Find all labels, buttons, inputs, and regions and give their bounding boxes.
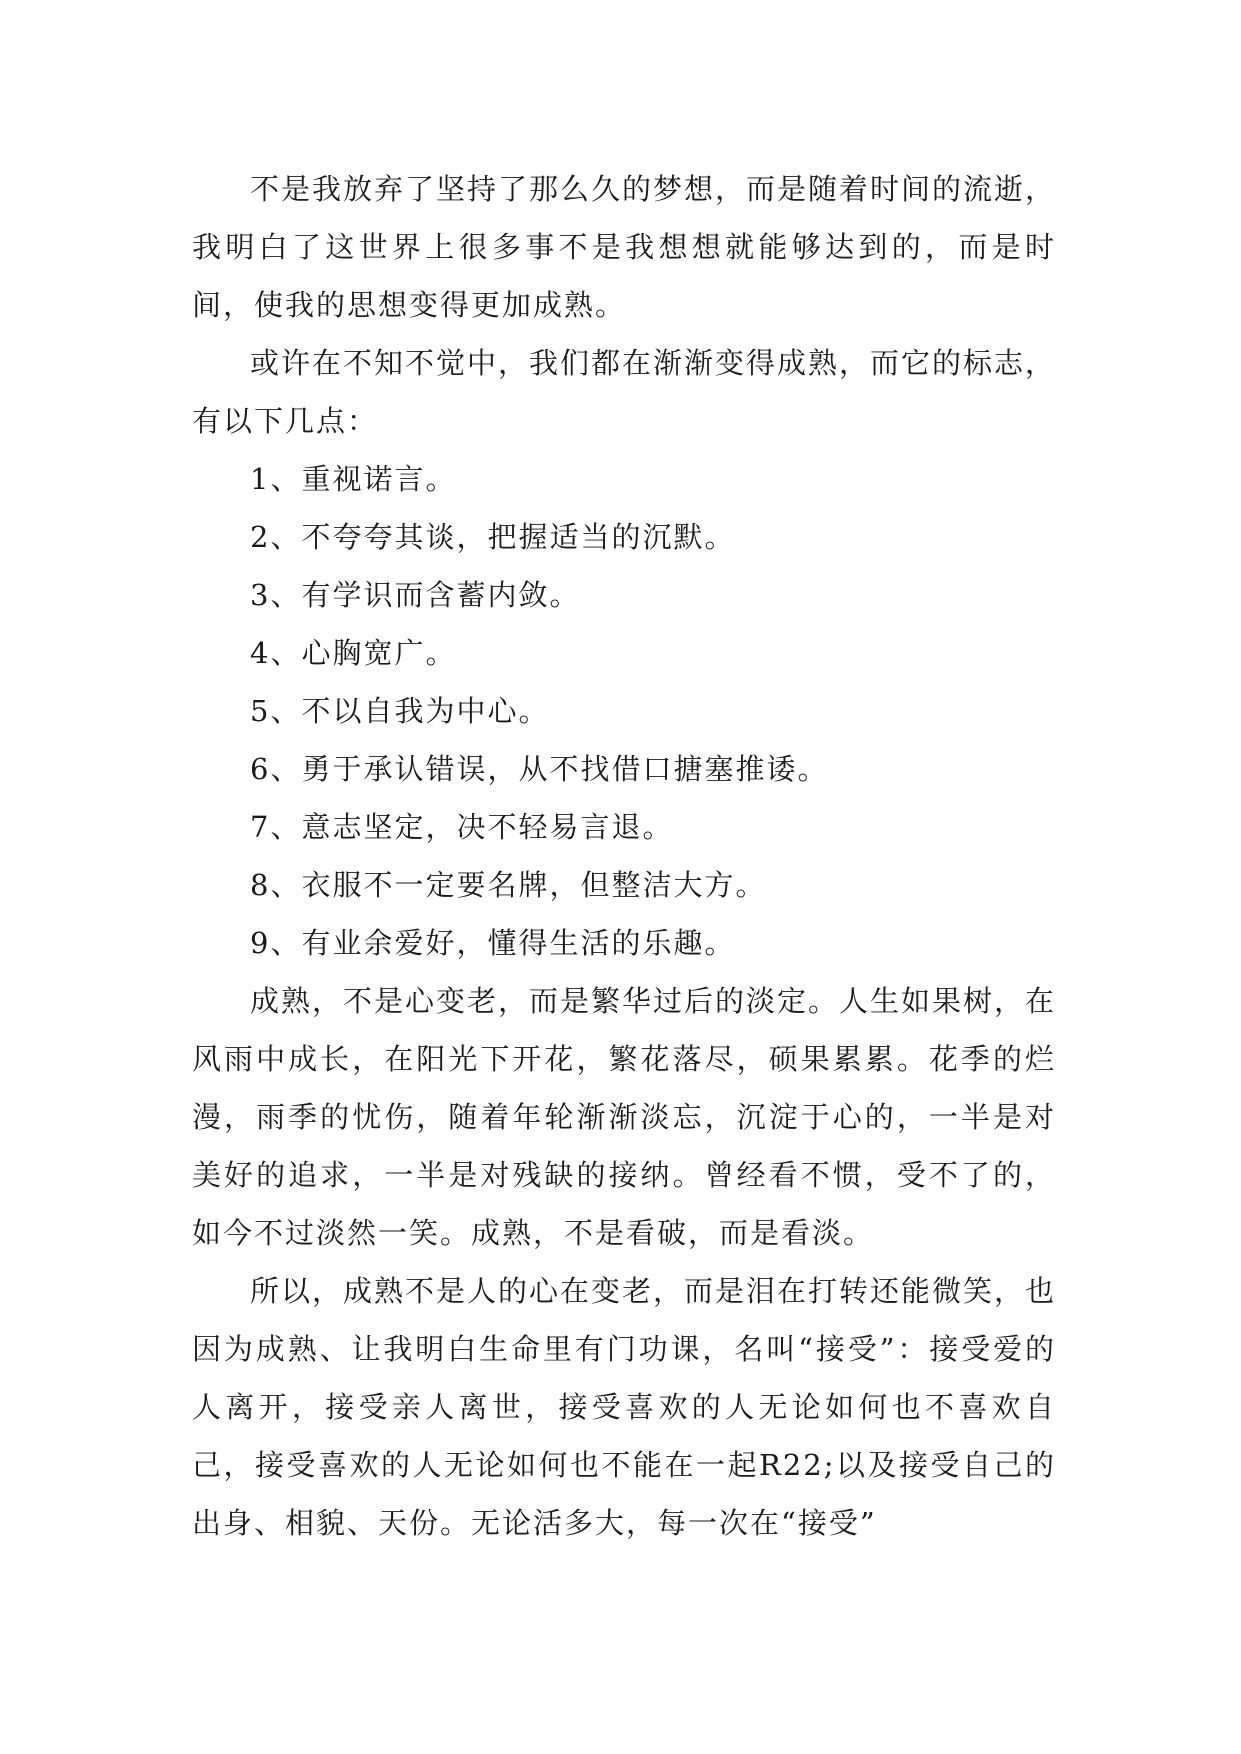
list-item: 4、心胸宽广。 xyxy=(250,636,457,670)
list-item: 5、不以自我为中心。 xyxy=(250,694,550,728)
list-item: 1、重视诺言。 xyxy=(250,462,457,496)
list-item: 9、有业余爱好，懂得生活的乐趣。 xyxy=(250,926,736,960)
list-item: 6、勇于承认错误，从不找借口搪塞推诿。 xyxy=(250,752,829,786)
paragraph-signs-lead: 或许在不知不觉中，我们都在渐渐变得成熟，而它的标志，有以下几点： xyxy=(192,346,1057,438)
paragraph-intro: 不是我放弃了坚持了那么久的梦想，而是随着时间的流逝，我明白了这世界上很多事不是我想想就能够达到的，而是时间，使我的思想变得更加成熟。 xyxy=(192,172,1057,322)
document-body xyxy=(192,160,1056,1552)
list-item: 7、意志坚定，决不轻易言退。 xyxy=(250,810,674,844)
paragraph-acceptance: 所以，成熟不是人的心在变老，而是泪在打转还能微笑，也因为成熟、让我明白生命里有门功课，名叫“接受”：接受爱的人离开，接受亲人离世，接受喜欢的人无论如何也不喜欢自己，接受喜欢的人无论如何也不能在一起R22;以及接受自己的出身、相貌、天份。无论活多大，每一次在“接受” xyxy=(192,1274,1057,1540)
list-item: 8、衣服不一定要名牌，但整洁大方。 xyxy=(250,868,767,902)
list-item: 3、有学识而含蓄内敛。 xyxy=(250,578,581,612)
list-item: 2、不夸夸其谈，把握适当的沉默。 xyxy=(250,520,736,554)
paragraph-maturity: 成熟，不是心变老，而是繁华过后的淡定。人生如果树，在风雨中成长，在阳光下开花，繁花落尽，硕果累累。花季的烂漫，雨季的忧伤，随着年轮渐渐淡忘，沉淀于心的，一半是对美好的追求，一半是对残缺的接纳。曾经看不惯，受不了的，如今不过淡然一笑。成熟，不是看破，而是看淡。 xyxy=(192,984,1057,1250)
